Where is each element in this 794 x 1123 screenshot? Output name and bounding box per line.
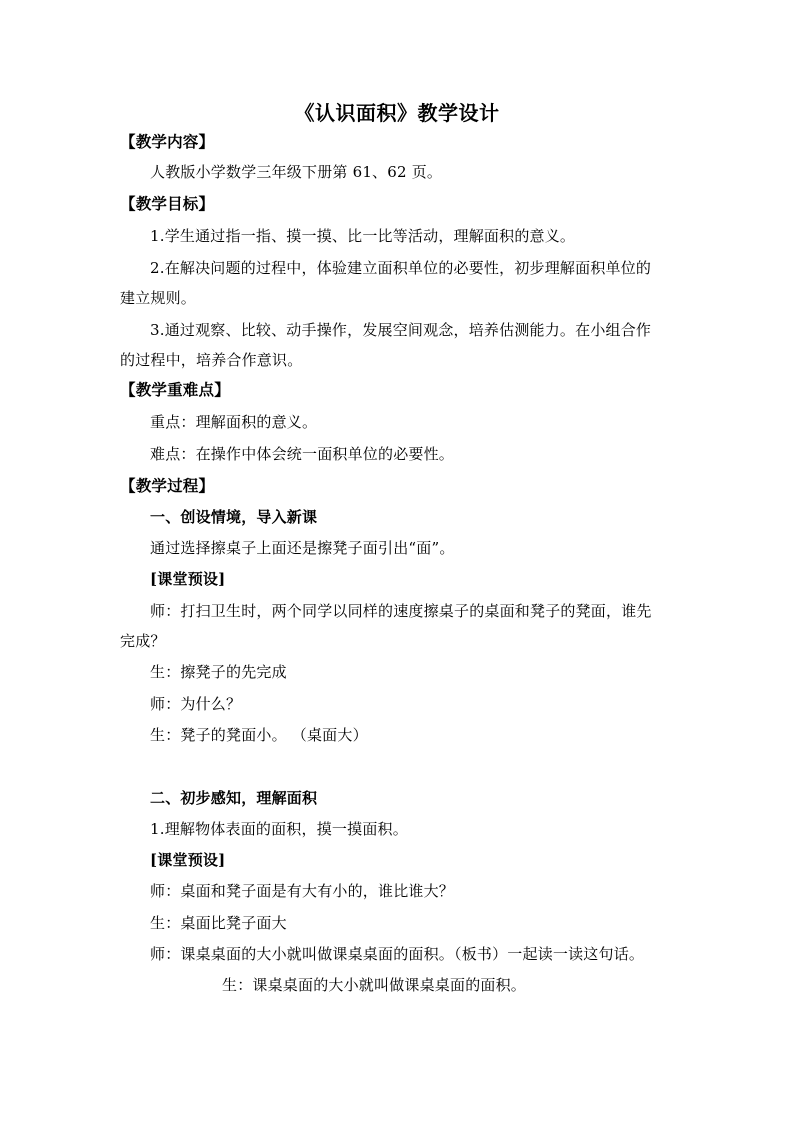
process-part-2-heading: 二、初步感知，理解面积 [150,789,318,807]
goal-item-1: 1.学生通过指一指、摸一摸、比一比等活动，理解面积的意义。 [150,227,576,245]
student-line-2: 生：凳子的凳面小。 （桌面大） [150,726,368,744]
process-part-1-heading: 一、创设情境，导入新课 [150,508,318,526]
goal-item-2-line-1: 2.在解决问题的过程中，体验建立面积单位的必要性，初步理解面积单位的 [150,259,652,277]
document-title: 《认识面积》教学设计 [294,101,500,125]
teacher-line-3: 师：桌面和凳子面是有大有小的，谁比谁大？ [150,882,455,900]
process-part-2-item-1: 1.理解物体表面的面积，摸一摸面积。 [150,820,408,838]
goal-item-3-line-2: 的过程中，培养合作意识。 [120,351,303,369]
student-line-1: 生：擦凳子的先完成 [150,663,287,681]
goal-item-2-line-2: 建立规则。 [120,289,197,307]
teacher-line-1a: 师：打扫卫生时，两个同学以同样的速度擦桌子的桌面和凳子的凳面，谁先 [150,602,652,620]
process-part-2-preset: [课堂预设] [150,851,226,869]
student-line-4: 生：课桌桌面的大小就叫做课桌桌面的面积。 [222,976,527,994]
student-line-3: 生：桌面比凳子面大 [150,914,287,932]
content-text: 人教版小学数学三年级下册第 61、62 页。 [150,163,443,181]
teacher-line-4: 师：课桌桌面的大小就叫做课桌桌面的面积。（板书）一起读一读这句话。 [150,945,645,963]
section-heading-key-points: 【教学重难点】 [120,380,230,399]
section-heading-content: 【教学内容】 [120,132,215,151]
teacher-line-1b: 完成？ [120,632,166,650]
section-heading-goals: 【教学目标】 [120,194,215,213]
teacher-line-2: 师：为什么？ [150,695,242,713]
goal-item-3-line-1: 3.通过观察、比较、动手操作，发展空间观念，培养估测能力。在小组合作 [150,321,652,339]
process-part-1-preset: [课堂预设] [150,570,226,588]
process-part-1-intro: 通过选择擦桌子上面还是擦凳子面引出“面”。 [150,539,455,557]
section-heading-process: 【教学过程】 [120,476,215,495]
key-point-difficulty: 难点：在操作中体会统一面积单位的必要性。 [150,445,455,463]
key-point-focus: 重点：理解面积的意义。 [150,413,318,431]
